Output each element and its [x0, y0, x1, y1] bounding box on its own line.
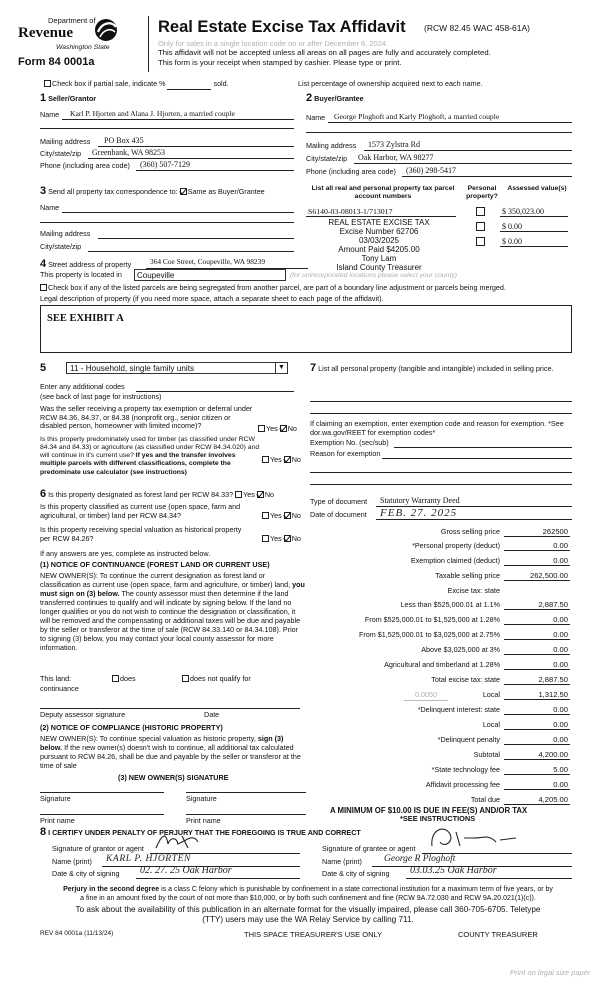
section3-name-label: Name	[40, 203, 60, 212]
section6-q1-no-checkbox[interactable]	[257, 491, 264, 498]
additional-codes-label: Enter any additional codes	[40, 382, 125, 391]
new-owner-sig-label-2: Signature	[186, 794, 217, 803]
section5-num: 5	[40, 362, 47, 374]
total-state-value[interactable]: 2,887.50	[504, 675, 570, 685]
section4-num: 4	[40, 258, 47, 270]
reason-line-3	[310, 476, 572, 485]
subtotal-value[interactable]: 4,200.00	[504, 750, 570, 760]
seller-name-line2	[40, 120, 294, 129]
tier2-label: From $525,000.01 to $1,525,000 at 1.28%	[364, 615, 500, 624]
buyer-city-label: City/state/zip	[306, 154, 348, 163]
tech-fee-label: *State technology fee	[431, 765, 500, 774]
parcel-number-1[interactable]: S6140-03-08013-1/713017	[308, 207, 393, 216]
grantor-name-field[interactable]: KARL P. HJORTEN	[106, 854, 191, 864]
continuance-label: continuance	[40, 684, 79, 693]
does-label: does	[120, 674, 136, 683]
exemption-label: If claiming an exemption, enter exemption code and reason for exemption. *See dor.wa.gov/REET for exemption codes*	[310, 419, 564, 437]
stamp-line1: REAL ESTATE EXCISE TAX	[328, 218, 430, 227]
parcels-col3-header: Assessed value(s)	[507, 185, 567, 192]
grantee-date-label: Date & city of signing	[322, 869, 390, 878]
land-use-value: 11 - Household, single family units	[70, 364, 195, 373]
seller-mail-field[interactable]: PO Box 435	[104, 136, 144, 145]
tier3-label: From $1,525,000.01 to $3,025,000 at 2.75%	[358, 630, 500, 639]
section6-q3-no-checkbox[interactable]	[284, 535, 291, 542]
buyer-mail-label: Mailing address	[306, 141, 357, 150]
tier2-value[interactable]: 0.00	[504, 615, 570, 625]
local-label: Local	[482, 690, 500, 699]
partial-sale-label: Check box if partial sale, indicate %	[52, 79, 166, 88]
grantee-sig-label: Signature of grantee or agent	[322, 844, 416, 853]
partial-sale-suffix: sold.	[213, 79, 229, 88]
minimum-note: A MINIMUM OF $10.00 IS DUE IN FEE(S) AND/OR TAX	[330, 806, 528, 815]
section5-q2-text: Is this property predominately used for timber (as classified under RCW 84.34 and 84.33) or agriculture (as classified under RCW 84.34.020) and will continue in it's current use?	[40, 436, 260, 460]
notice2-text	[40, 734, 306, 770]
grantor-signature[interactable]	[152, 830, 222, 852]
subtotal-label: Subtotal	[473, 750, 500, 759]
local2-label: Local	[482, 720, 500, 729]
yes-label: Yes	[266, 424, 278, 433]
chevron-down-icon[interactable]: ▼	[275, 363, 287, 373]
section6-q3-text: Is this property receiving special valuation as historical property per RCW 84.26?	[40, 525, 242, 543]
stamp-line4: Amount Paid $4205.00	[338, 244, 420, 254]
subtitle-1: This affidavit will not be accepted unless all areas on all pages are fully and accurately completed.	[158, 48, 491, 57]
does-not-option	[182, 675, 251, 684]
notice2-bold: sign (3) below.	[40, 734, 284, 752]
section5-q2-bold: If yes and the transfer involves multiple parcels with different classifications, complete the predominate use calculator (see instructions)	[40, 452, 236, 476]
tier4-value[interactable]: 0.00	[504, 645, 570, 655]
notice3-title: (3) NEW OWNER(S) SIGNATURE	[118, 773, 229, 782]
section5-q2-no-checkbox[interactable]	[284, 456, 291, 463]
local2-value[interactable]: 0.00	[504, 720, 570, 730]
no-label: No	[291, 511, 301, 520]
section3-heading	[40, 185, 265, 198]
seller-name-label: Name	[40, 110, 60, 119]
additional-codes-note: (see back of last page for instructions)	[40, 392, 162, 401]
section7-label-row	[310, 362, 572, 375]
notice2-title: (2) NOTICE OF COMPLIANCE (HISTORIC PROPERTY)	[40, 723, 223, 732]
this-land-label: This land:	[40, 674, 72, 683]
see-instructions: *SEE INSTRUCTIONS	[400, 814, 476, 823]
exempt-deduct-label: Exemption claimed (deduct)	[410, 556, 500, 565]
section5-q1-no-checkbox[interactable]	[280, 425, 287, 432]
page-title: Real Estate Excise Tax Affidavit	[158, 18, 406, 36]
buyer-mail-field[interactable]: 1573 Zylstra Rd	[368, 140, 420, 149]
notice2-text-a: NEW OWNER(S): To continue special valuation as historic property,	[40, 734, 256, 743]
personal-property-line-1	[310, 393, 572, 402]
tier1-value[interactable]: 2,887.50	[504, 600, 570, 610]
does-checkbox[interactable]	[112, 675, 119, 682]
notice1-text-b: The county assessor must then determine if the land transferred continues to qualify and will indicate by signing below. If the land no longer qualifies or you do not wish to continue the designation or classification, it will be removed and the compensating or additional taxes will be due and payable by the seller or transferor at the time of sale (RCW 84.33.140 or 84.34.108). Prior to signing (3) below, you may contact your local county assessor for more information.	[40, 589, 301, 652]
partial-sale-percent-field[interactable]	[167, 80, 211, 90]
certify-text: I CERTIFY UNDER PENALTY OF PERJURY THAT THE FOREGOING IS TRUE AND CORRECT	[48, 828, 361, 837]
located-in-label: This property is located in	[40, 270, 122, 279]
partial-sale-row	[44, 80, 229, 90]
revenue-swirl-icon	[92, 17, 120, 43]
revision-code: REV 84 0001a (11/13/24)	[40, 930, 114, 937]
yes-label: Yes	[243, 490, 255, 499]
additional-codes-line	[136, 383, 294, 392]
seller-city-label: City/state/zip	[40, 149, 82, 158]
personal-property-checkbox-3[interactable]	[476, 237, 485, 246]
section5-q2	[40, 436, 262, 477]
section6-q1-text: Is this property designated as forest land per RCW 84.33?	[48, 490, 234, 499]
perjury-line-1	[28, 886, 588, 894]
delinquent-interest-value[interactable]: 0.00	[504, 705, 570, 715]
subtitle-grey: Only for sales in a single location code on or after December 6, 2024.	[158, 39, 389, 48]
access-line-1: To ask about the availability of this publication in an alternate format for the visually impaired, please call 360-705-6705. Teletype	[75, 905, 541, 914]
new-owner-sig-label-1: Signature	[40, 794, 71, 803]
new-owner-print-label-2: Print name	[186, 816, 221, 825]
section6-q1-yes-checkbox[interactable]	[235, 491, 242, 498]
seller-heading	[40, 92, 96, 105]
segregated-row	[40, 284, 506, 293]
buyer-name-field[interactable]: George Ploghoft and Karly Ploghoft, a married couple	[334, 112, 500, 121]
buyer-name-line2	[306, 124, 572, 133]
new-owner-print-line-1	[40, 806, 164, 815]
seller-name-field[interactable]: Karl P. Hjorten and Alana J. Hjorten, a married couple	[70, 109, 235, 118]
deputy-sig-label: Deputy assessor signature	[40, 710, 126, 719]
notice2-text-b: If the new owner(s) doesn't wish to continue, all additional tax calculated pursuant to RCW 84.26, shall be due and payable by the seller or transferor at the time of sale	[40, 743, 301, 770]
total-due-value[interactable]: 4,205.00	[504, 795, 570, 805]
total-state-label: Total excise tax: state	[431, 675, 500, 684]
grantor-name-label: Name (print)	[52, 857, 92, 866]
dor-logo	[14, 14, 154, 74]
personal-property-checkbox-2[interactable]	[476, 222, 485, 231]
reason-label: Reason for exemption	[310, 449, 381, 458]
no-label: No	[264, 490, 275, 499]
personal-property-line-2	[310, 405, 572, 414]
parcels-col2-header: Personal property?	[466, 185, 498, 201]
delinquent-penalty-label: *Delinquent penalty	[437, 735, 500, 744]
personal-property-checkbox-1[interactable]	[476, 207, 485, 216]
seller-city-field[interactable]: Greenbank, WA 98253	[92, 148, 165, 157]
same-as-buyer-checkbox[interactable]	[180, 188, 187, 195]
state-label: Excise tax: state	[447, 586, 500, 595]
section5-q1-yes-checkbox[interactable]	[258, 425, 265, 432]
new-owner-print-label-1: Print name	[40, 816, 75, 825]
taxable-label: Taxable selling price	[435, 571, 500, 580]
dept-line2: Revenue	[18, 25, 73, 41]
street-address-label: Street address of property	[48, 260, 132, 269]
new-owner-sig-line-1	[40, 784, 164, 793]
deputy-sig-line	[40, 700, 300, 709]
section3-mail-label: Mailing address	[40, 229, 91, 238]
section5-q2-yes-checkbox[interactable]	[262, 456, 269, 463]
dept-line1: Department of	[48, 16, 96, 25]
perjury-line-2: a fine in an amount fixed by the court of not more than $10,000, or by both such confinement and fine (RCW 9A.72.030 and RCW 9A.20.021(1)(c)).	[80, 895, 536, 902]
section6-q2-text: Is this property classified as current use (open space, farm and agricultural, or timber) land per RCW 84.34?	[40, 502, 241, 520]
treasurer-use-label: THIS SPACE TREASURER'S USE ONLY	[244, 930, 383, 939]
section3-mail-line	[98, 230, 294, 239]
section6-q2-yes-checkbox[interactable]	[262, 512, 269, 519]
gross-label: Gross selling price	[440, 527, 500, 536]
does-not-checkbox[interactable]	[182, 675, 189, 682]
section5-q1-answer	[258, 425, 297, 434]
access-line-2: (TTY) users may use the WA Relay Service by calling 711.	[202, 915, 414, 924]
buyer-phone-field[interactable]: (360) 298-5417	[406, 166, 456, 175]
no-label: No	[287, 424, 297, 433]
dept-line3: Washington State	[56, 44, 110, 51]
seller-phone-field[interactable]: (360) 507-7129	[140, 160, 190, 169]
section3-name-line2	[40, 214, 294, 223]
section6-if-yes: If any answers are yes, complete as instructed below.	[40, 549, 211, 558]
form-number: Form 84 0001a	[18, 56, 95, 68]
tier1-label: Less than $525,000.01 at 1.1%	[400, 600, 500, 609]
notice1-text-a: NEW OWNER(S): To continue the current designation as forest land or classification as current use (open space, farm and agriculture, or timber) land,	[40, 571, 291, 589]
yes-label: Yes	[270, 534, 282, 543]
stamp-line3: 03/03/2025	[358, 235, 400, 245]
notice1-title: (1) NOTICE OF CONTINUANCE (FOREST LAND OR CURRENT USE)	[40, 560, 270, 569]
parcels-col1-header: List all real and personal property tax parcel account numbers	[311, 185, 455, 201]
notice1-text	[40, 571, 306, 652]
section7-num: 7	[310, 362, 317, 374]
legal-description-label: Legal description of property (if you need more space, attach a separate sheet to each page of the affidavit).	[40, 294, 384, 303]
processing-fee-value[interactable]: 0.00	[504, 780, 570, 790]
tier5-label: Agricultural and timberland at 1.28%	[384, 660, 500, 669]
print-legal-note: Print on legal size paper	[510, 968, 590, 977]
treasurer-stamp	[304, 219, 454, 273]
personal-value[interactable]: 0.00	[504, 541, 570, 551]
section3-num: 3	[40, 185, 47, 197]
buyer-heading-label: Buyer/Grantee	[314, 94, 364, 103]
subtitle-2: This form is your receipt when stamped by cashier. Please type or print.	[158, 58, 402, 67]
section6-q2-no-checkbox[interactable]	[284, 512, 291, 519]
section6-q3-yes-checkbox[interactable]	[262, 535, 269, 542]
tier4-label: Above $3,025,000 at 3%	[421, 645, 500, 654]
located-in-value: Coupeville	[137, 271, 175, 280]
doc-type-field[interactable]: Statutory Warranty Deed	[380, 496, 460, 505]
taxable-value[interactable]: 262,500.00	[504, 571, 570, 581]
section5-q1	[40, 405, 258, 431]
buyer-phone-label: Phone (including area code)	[306, 167, 396, 176]
seller-phone-label: Phone (including area code)	[40, 161, 130, 170]
processing-fee-label: Affidavit processing fee	[425, 780, 500, 789]
section8-num: 8	[40, 826, 47, 838]
ownership-note: List percentage of ownership acquired next to each name.	[298, 79, 483, 88]
no-label: No	[291, 455, 301, 464]
section6-q2-answer	[262, 512, 301, 521]
section5-q1-text: Was the seller receiving a property tax exemption or deferral under RCW 84.36, 84.37, or 84.38 (nonprofit org., senior citizen or disabled person, homeowner with limited income)?	[40, 404, 253, 431]
buyer-city-field[interactable]: Oak Harbor, WA 98277	[358, 153, 434, 162]
buyer-name-label: Name	[306, 113, 326, 122]
grantor-date-label: Date & city of signing	[52, 869, 120, 878]
local-rate: 0.0050	[404, 691, 448, 701]
exemption-no-line	[394, 439, 572, 448]
seller-num: 1	[40, 92, 47, 104]
assessed-value-1[interactable]: $ 350,023.00	[502, 207, 544, 216]
seller-heading-label: Seller/Grantor	[48, 94, 97, 103]
tier5-value[interactable]: 0.00	[504, 660, 570, 670]
section7-label: List all personal property (tangible and intangible) included in selling price.	[318, 364, 554, 373]
exempt-deduct-value[interactable]: 0.00	[504, 556, 570, 566]
exemption-no-label: Exemption No. (sec/sub)	[310, 438, 389, 447]
perjury-bold: Perjury in the second degree	[63, 886, 160, 893]
notice1-bold: you must sign on (3) below.	[40, 580, 305, 598]
does-option	[112, 675, 136, 684]
yes-label: Yes	[270, 455, 282, 464]
assessed-value-2[interactable]: $ 0.00	[502, 222, 522, 231]
partial-sale-checkbox[interactable]	[44, 80, 51, 87]
section3-label: Send all property tax correspondence to:	[48, 187, 178, 196]
no-label: No	[291, 534, 301, 543]
delinquent-penalty-value[interactable]: 0.00	[504, 735, 570, 745]
delinquent-interest-label: *Delinquent interest: state	[417, 705, 500, 714]
gross-value[interactable]: 262500	[504, 527, 570, 537]
same-as-buyer-label: Same as Buyer/Grantee	[187, 187, 265, 196]
street-address-field[interactable]: 364 Coe Street, Coupeville, WA 98239	[150, 257, 266, 266]
reason-line-1	[382, 450, 572, 459]
buyer-num: 2	[306, 92, 313, 104]
section6-q3-answer	[262, 535, 301, 544]
section3-city-line	[88, 243, 294, 252]
located-in-select[interactable]	[134, 269, 286, 281]
header-divider	[148, 16, 149, 72]
new-owner-print-line-2	[186, 806, 306, 815]
rcw-reference: (RCW 82.45 WAC 458-61A)	[424, 23, 530, 33]
grantee-date-field[interactable]: 03.03.25 Oak Harbor	[410, 865, 497, 876]
does-not-label: does not qualify for	[190, 674, 251, 683]
doc-type-label: Type of document	[310, 497, 368, 506]
section6-num: 6	[40, 488, 47, 500]
grantee-name-field[interactable]: George R Ploghoft	[384, 854, 456, 864]
assessed-value-3[interactable]: $ 0.00	[502, 237, 522, 246]
doc-date-label: Date of document	[310, 510, 367, 519]
stamp-line5: Tony Lam	[361, 253, 397, 263]
section3-city-label: City/state/zip	[40, 242, 82, 251]
legal-description-box[interactable]	[40, 305, 572, 353]
local-value[interactable]: 1,312.50	[504, 690, 570, 700]
county-treasurer-label: COUNTY TREASURER	[458, 930, 538, 939]
seller-mail-label: Mailing address	[40, 137, 91, 146]
located-in-hint: (for unincorporated locations please select your county)	[290, 272, 457, 279]
grantor-sig-label: Signature of grantor or agent	[52, 844, 144, 853]
personal-label: *Personal property (deduct)	[412, 541, 500, 550]
grantee-name-label: Name (print)	[322, 857, 362, 866]
doc-date-field[interactable]: FEB. 27. 2025	[380, 507, 458, 519]
section5-q2-answer	[262, 456, 301, 465]
reason-line-2	[310, 464, 572, 473]
grantor-date-field[interactable]: 02. 27. 25 Oak Harbor	[140, 865, 232, 876]
segregated-checkbox[interactable]	[40, 284, 47, 291]
new-owner-sig-line-2	[186, 784, 306, 793]
land-use-select[interactable]	[66, 362, 288, 374]
perjury-text-1: is a class C felony which is punishable by confinement in a state correctional institution for a maximum term of five years, or by	[161, 886, 553, 893]
section3-name-line	[62, 204, 294, 213]
stamp-line6: Island County Treasurer	[336, 262, 422, 272]
yes-label: Yes	[270, 511, 282, 520]
segregated-label: Check box if any of the listed parcels are being segregated from another parcel, are part of a boundary line adjustment or parcels being merged.	[48, 283, 506, 292]
tier3-value[interactable]: 0.00	[504, 630, 570, 640]
section6-q1	[40, 488, 274, 501]
stamp-line2: Excise Number 62706	[339, 226, 419, 236]
grantee-signature[interactable]	[426, 824, 526, 852]
deputy-date-label: Date	[204, 710, 220, 719]
tech-fee-value[interactable]: 5.00	[504, 765, 570, 775]
buyer-heading	[306, 92, 364, 105]
total-due-label: Total due	[470, 795, 500, 804]
legal-description-text: SEE EXHIBIT A	[47, 313, 124, 324]
